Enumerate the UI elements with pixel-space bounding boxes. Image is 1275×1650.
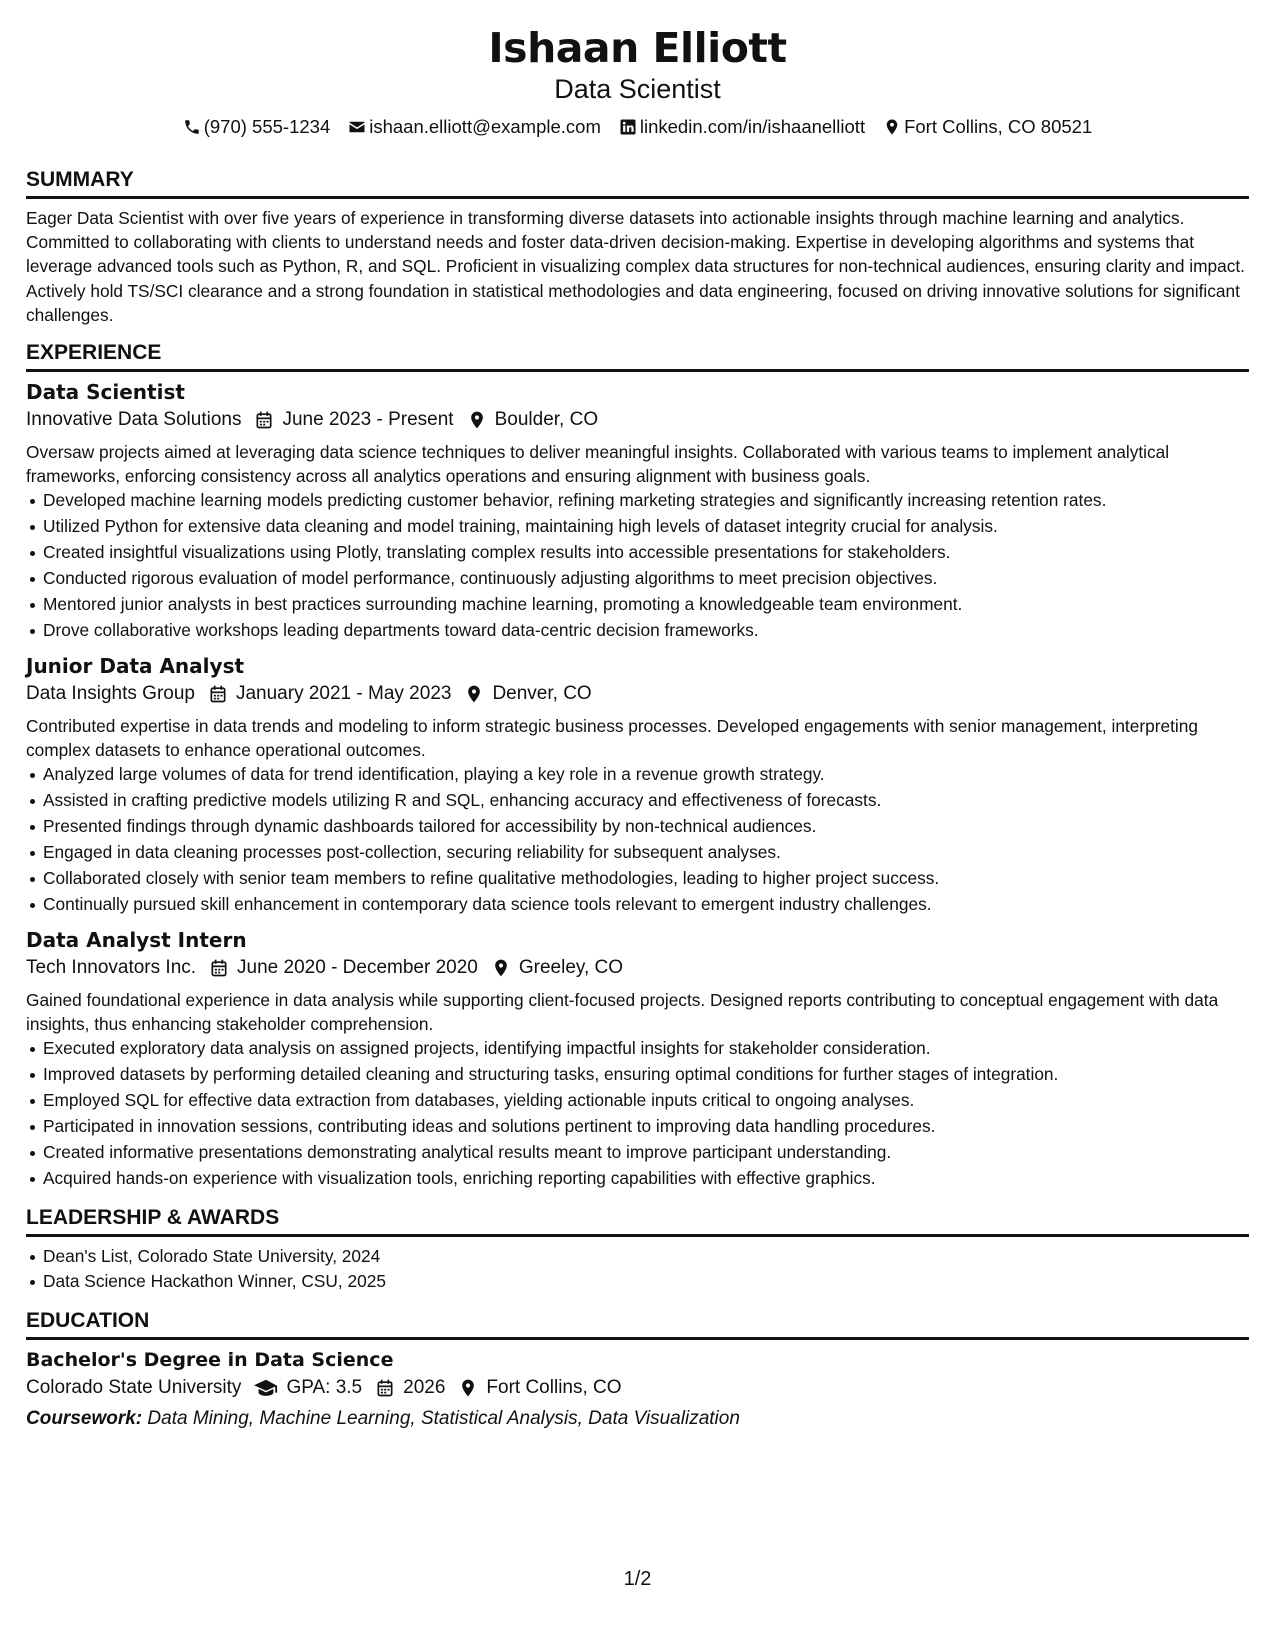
job-dates: June 2020 - December 2020 xyxy=(237,956,478,978)
job-meta xyxy=(26,405,1249,435)
list-item: Mentored junior analysts in best practices surrounding machine learning, promoting a knowledgeable team environment. xyxy=(43,592,1249,618)
graduation-cap-icon xyxy=(254,1378,278,1398)
map-pin-icon xyxy=(458,1378,478,1398)
list-item: Created insightful visualizations using Plotly, translating complex results into accessible presentations for stakeholders. xyxy=(43,540,1249,566)
contact-location-text: Fort Collins, CO 80521 xyxy=(904,116,1093,137)
candidate-title: Data Scientist xyxy=(554,74,721,104)
calendar-icon xyxy=(209,958,229,978)
job-location: Boulder, CO xyxy=(494,409,599,431)
job-dates: June 2023 - Present xyxy=(282,409,454,431)
list-item: Conducted rigorous evaluation of model performance, continuously adjusting algorithms to meet precision objectives. xyxy=(43,566,1249,592)
list-item: Collaborated closely with senior team members to refine qualitative methodologies, leading to higher project success. xyxy=(43,866,1249,892)
awards-heading: LEADERSHIP & AWARDS xyxy=(26,1205,1249,1237)
job-bullets xyxy=(26,1036,1249,1191)
list-item: Improved datasets by performing detailed cleaning and structuring tasks, ensuring optimal conditions for further stages of integration. xyxy=(43,1062,1249,1088)
company-name: Innovative Data Solutions xyxy=(26,409,242,431)
job-meta xyxy=(26,953,1249,983)
calendar-icon xyxy=(375,1378,395,1398)
contact-location xyxy=(883,114,1092,140)
job-description: Contributed expertise in data trends and modeling to inform strategic business processes. Developed engagements with senior management, interpreting complex datasets to enhance operational outcomes. xyxy=(26,715,1198,761)
job-entry xyxy=(26,927,1249,1192)
summary-section xyxy=(26,167,1249,327)
list-item: Developed machine learning models predicting customer behavior, refining marketing strategies and significantly increasing retention rates. xyxy=(43,488,1249,514)
degree-title: Bachelor's Degree in Data Science xyxy=(26,1349,394,1372)
education-heading: EDUCATION xyxy=(26,1308,1249,1340)
map-pin-icon xyxy=(491,958,511,978)
coursework-line xyxy=(26,1405,1249,1433)
page-number: 1/2 xyxy=(623,1568,652,1590)
calendar-icon xyxy=(208,684,228,704)
job-title: Data Scientist xyxy=(26,380,185,405)
resume-header xyxy=(26,24,1249,140)
map-pin-icon xyxy=(467,410,487,430)
job-bullets xyxy=(26,762,1249,917)
company-name: Tech Innovators Inc. xyxy=(26,956,197,978)
contact-email-text[interactable]: ishaan.elliott@example.com xyxy=(369,116,601,137)
list-item: Data Science Hackathon Winner, CSU, 2025 xyxy=(43,1269,1249,1295)
job-entry xyxy=(26,379,1249,644)
list-item: Utilized Python for extensive data cleaning and model training, maintaining high levels of dataset integrity crucial for analysis. xyxy=(43,514,1249,540)
map-pin-icon xyxy=(883,118,901,136)
linkedin-icon xyxy=(619,118,637,136)
list-item: Continually pursued skill enhancement in contemporary data science tools relevant to emergent industry challenges. xyxy=(43,892,1249,918)
education-section xyxy=(26,1308,1249,1433)
education-location: Fort Collins, CO xyxy=(486,1377,622,1399)
calendar-icon xyxy=(254,410,274,430)
list-item: Assisted in crafting predictive models utilizing R and SQL, enhancing accuracy and effectiveness of forecasts. xyxy=(43,788,1249,814)
education-year: 2026 xyxy=(403,1377,446,1399)
list-item: Engaged in data cleaning processes post-collection, securing reliability for subsequent analyses. xyxy=(43,840,1249,866)
company-name: Data Insights Group xyxy=(26,682,195,704)
candidate-name: Ishaan Elliott xyxy=(488,24,787,72)
job-description: Oversaw projects aimed at leveraging data science techniques to deliver meaningful insights. Collaborated with various teams to implement analytical frameworks, enforcing consistency across all analytics operations and ensuring alignment with business goals. xyxy=(26,442,1170,487)
job-location: Denver, CO xyxy=(492,682,592,704)
resume-page xyxy=(26,0,1249,1433)
contact-bar xyxy=(26,114,1249,140)
phone-icon xyxy=(183,118,201,136)
list-item: Analyzed large volumes of data for trend identification, playing a key role in a revenue growth strategy. xyxy=(43,762,1249,788)
contact-phone-text[interactable]: (970) 555-1234 xyxy=(203,116,331,137)
job-title: Data Analyst Intern xyxy=(26,927,247,952)
awards-list xyxy=(26,1244,1249,1296)
job-bullets xyxy=(26,488,1249,643)
contact-phone xyxy=(183,114,331,140)
experience-section xyxy=(26,340,1249,1192)
awards-section xyxy=(26,1205,1249,1296)
contact-email xyxy=(348,114,601,140)
job-meta xyxy=(26,679,1249,709)
experience-heading: EXPERIENCE xyxy=(26,340,1249,372)
contact-linkedin-text[interactable]: linkedin.com/in/ishaanelliott xyxy=(639,116,866,137)
job-title: Junior Data Analyst xyxy=(26,653,245,678)
school-name: Colorado State University xyxy=(26,1377,242,1399)
map-pin-icon xyxy=(464,684,484,704)
coursework-list: Data Mining, Machine Learning, Statistical Analysis, Data Visualization xyxy=(147,1408,740,1430)
education-gpa: GPA: 3.5 xyxy=(286,1377,363,1399)
coursework-label: Coursework: xyxy=(26,1408,143,1430)
summary-text: Eager Data Scientist with over five years of experience in transforming diverse datasets into actionable insights through machine learning and analytics. Committed to collaborating with clients to understand needs and foster data-driven decision-making. Expertise in developing algorithms and systems that leverage advanced tools such as Python, R, and SQL. Proficient in visualizing complex data structures for non-technical audiences, ensuring clarity and impact. Actively hold TS/SCI clearance and a strong foundation in statistical methodologies and data engineering, focused on driving innovative solutions for significant challenges. xyxy=(26,208,1245,325)
list-item: Employed SQL for effective data extraction from databases, yielding actionable inputs critical to ongoing analyses. xyxy=(43,1088,1249,1114)
list-item: Created informative presentations demonstrating analytical results meant to improve participant understanding. xyxy=(43,1140,1249,1166)
list-item: Dean's List, Colorado State University, 2024 xyxy=(43,1244,1249,1270)
job-description: Gained foundational experience in data analysis while supporting client-focused projects. Designed reports contributing to conceptual engagement with data insights, thus enhancing stakeholder comprehension. xyxy=(26,989,1219,1034)
education-meta xyxy=(26,1373,1249,1403)
list-item: Drove collaborative workshops leading departments toward data-centric decision frameworks. xyxy=(43,618,1249,644)
contact-linkedin xyxy=(619,114,865,140)
list-item: Executed exploratory data analysis on assigned projects, identifying impactful insights for stakeholder consideration. xyxy=(43,1036,1249,1062)
list-item: Presented findings through dynamic dashboards tailored for accessibility by non-technical audiences. xyxy=(43,814,1249,840)
list-item: Participated in innovation sessions, contributing ideas and solutions pertinent to improving data handling procedures. xyxy=(43,1114,1249,1140)
job-dates: January 2021 - May 2023 xyxy=(235,682,452,704)
list-item: Acquired hands-on experience with visualization tools, enriching reporting capabilities with effective graphics. xyxy=(43,1166,1249,1192)
summary-heading: SUMMARY xyxy=(26,167,1249,199)
job-entry xyxy=(26,653,1249,918)
envelope-icon xyxy=(348,118,366,136)
job-location: Greeley, CO xyxy=(518,956,624,978)
